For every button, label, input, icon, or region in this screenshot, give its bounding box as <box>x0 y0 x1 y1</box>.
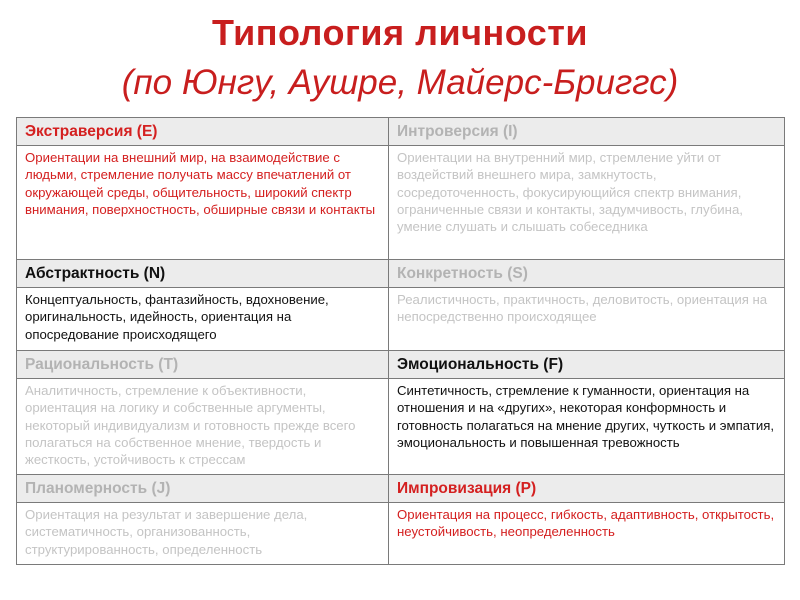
table-row <box>17 379 785 475</box>
heading-abstractness: Абстрактность (N) <box>17 260 389 288</box>
table-row <box>17 146 785 260</box>
heading-concreteness: Конкретность (S) <box>389 260 785 288</box>
table-row <box>17 351 785 379</box>
heading-emotionality: Эмоциональность (F) <box>389 351 785 379</box>
table-row <box>17 288 785 351</box>
page-subtitle: (по Юнгу, Аушре, Майерс-Бриггс) <box>121 63 679 102</box>
table-row <box>17 118 785 146</box>
page-title: Типология личности <box>211 12 589 53</box>
desc-emotionality: Синтетичность, стремление к гуманности, ориентация на отношения и на «других», некоторая конформность и готовность полагаться на мнение других, чуткость и эмпатия, эмоциональность и повышенная тревожность <box>389 379 785 475</box>
desc-improvisation: Ориентация на процесс, гибкость, адаптивность, открытость, неустойчивость, неопределенность <box>389 503 785 565</box>
table-row <box>17 260 785 288</box>
heading-extraversion: Экстраверсия (E) <box>17 118 389 146</box>
desc-extraversion: Ориентации на внешний мир, на взаимодействие с людьми, стремление получать массу впечатлений от окружающей среды, общительность, широкий спектр внимания, поверхностность, обширные связи и контакты <box>17 146 389 260</box>
desc-abstractness: Концептуальность, фантазийность, вдохновение, оригинальность, идейность, ориентация на опосредование происходящего <box>17 288 389 351</box>
desc-planfulness: Ориентация на результат и завершение дела, систематичность, организованность, структурированность, определенность <box>17 503 389 565</box>
desc-introversion: Ориентации на внутренний мир, стремление уйти от воздействий внешнего мира, замкнутость, сосредоточенность, фокусирующийся спектр внимания, ограниченные связи и контакты, задумчивость, глубина, умение слушать и слышать собеседника <box>389 146 785 260</box>
table-row <box>17 503 785 565</box>
desc-rationality: Аналитичность, стремление к объективности, ориентация на логику и собственные аргументы, некоторый индивидуализм и готовность прежде всего полагаться на собственное мнение, твердость и жесткость, устойчивость к стрессам <box>17 379 389 475</box>
heading-rationality: Рациональность (T) <box>17 351 389 379</box>
table-row <box>17 475 785 503</box>
heading-improvisation: Импровизация (P) <box>389 475 785 503</box>
typology-table <box>16 117 785 565</box>
desc-concreteness: Реалистичность, практичность, деловитость, ориентация на непосредственно происходящее <box>389 288 785 351</box>
heading-planfulness: Планомерность (J) <box>17 475 389 503</box>
heading-introversion: Интроверсия (I) <box>389 118 785 146</box>
